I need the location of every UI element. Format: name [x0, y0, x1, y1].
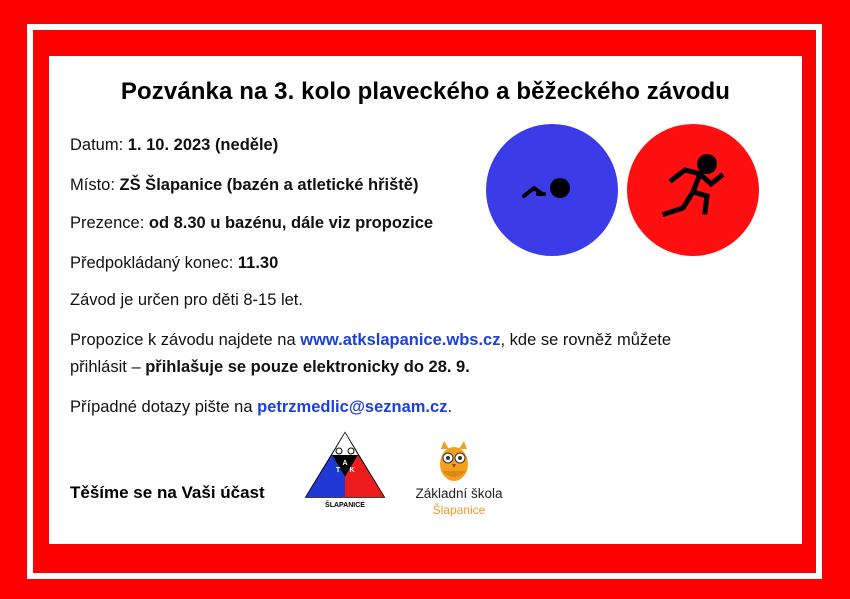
page-title: Pozvánka na 3. kolo plaveckého a běžeckého závodu — [120, 78, 731, 105]
end-value: 11.30 — [237, 254, 279, 272]
school-city: Šlapanice — [432, 503, 486, 517]
age-note: Závod je určen pro děti 8-15 let. — [70, 291, 303, 309]
presence-line — [70, 214, 433, 233]
date-value: 1. 10. 2023 (neděle) — [127, 136, 279, 154]
atk-caption: ŠLAPANICE — [325, 502, 365, 509]
propozice-prefix: Propozice k závodu najdete na — [70, 331, 301, 349]
runner-icon — [627, 124, 759, 256]
invitation-card — [49, 56, 802, 544]
atk-letter-a: A — [342, 460, 348, 467]
greeting: Těšíme se na Vaši účast — [70, 483, 265, 502]
end-line — [70, 254, 278, 273]
registration-line — [70, 358, 470, 377]
propozice-line — [70, 331, 671, 350]
atk-letter-k: K — [349, 467, 355, 474]
date-label: Datum: — [70, 136, 128, 154]
questions-line — [70, 398, 452, 417]
end-label: Předpokládaný konec: — [70, 254, 238, 272]
questions-prefix: Případné dotazy pište na — [70, 398, 258, 416]
email-link[interactable]: petrzmedlic@seznam.cz — [257, 398, 448, 416]
swimmer-icon — [486, 124, 618, 256]
registration-prefix: přihlásit – — [70, 358, 146, 376]
run-circle — [627, 124, 759, 256]
place-label: Místo: — [70, 176, 120, 194]
propozice-suffix: , kde se rovněž můžete — [500, 331, 672, 349]
place-value: ZŠ Šlapanice (bazén a atletické hřiště) — [119, 176, 419, 194]
place-line — [70, 176, 418, 195]
atk-letter-t: T — [335, 467, 341, 474]
website-link[interactable]: www.atkslapanice.wbs.cz — [300, 331, 501, 349]
swim-circle — [486, 124, 618, 256]
presence-value: od 8.30 u bazénu, dále viz propozice — [148, 214, 434, 232]
school-name: Základní škola — [415, 486, 503, 501]
date-line — [70, 136, 278, 155]
atk-slapanice-logo — [304, 431, 386, 511]
presence-label: Prezence: — [70, 214, 149, 232]
questions-suffix: . — [447, 398, 453, 416]
registration-deadline: přihlašuje se pouze elektronicky do 28. 9. — [145, 358, 470, 376]
